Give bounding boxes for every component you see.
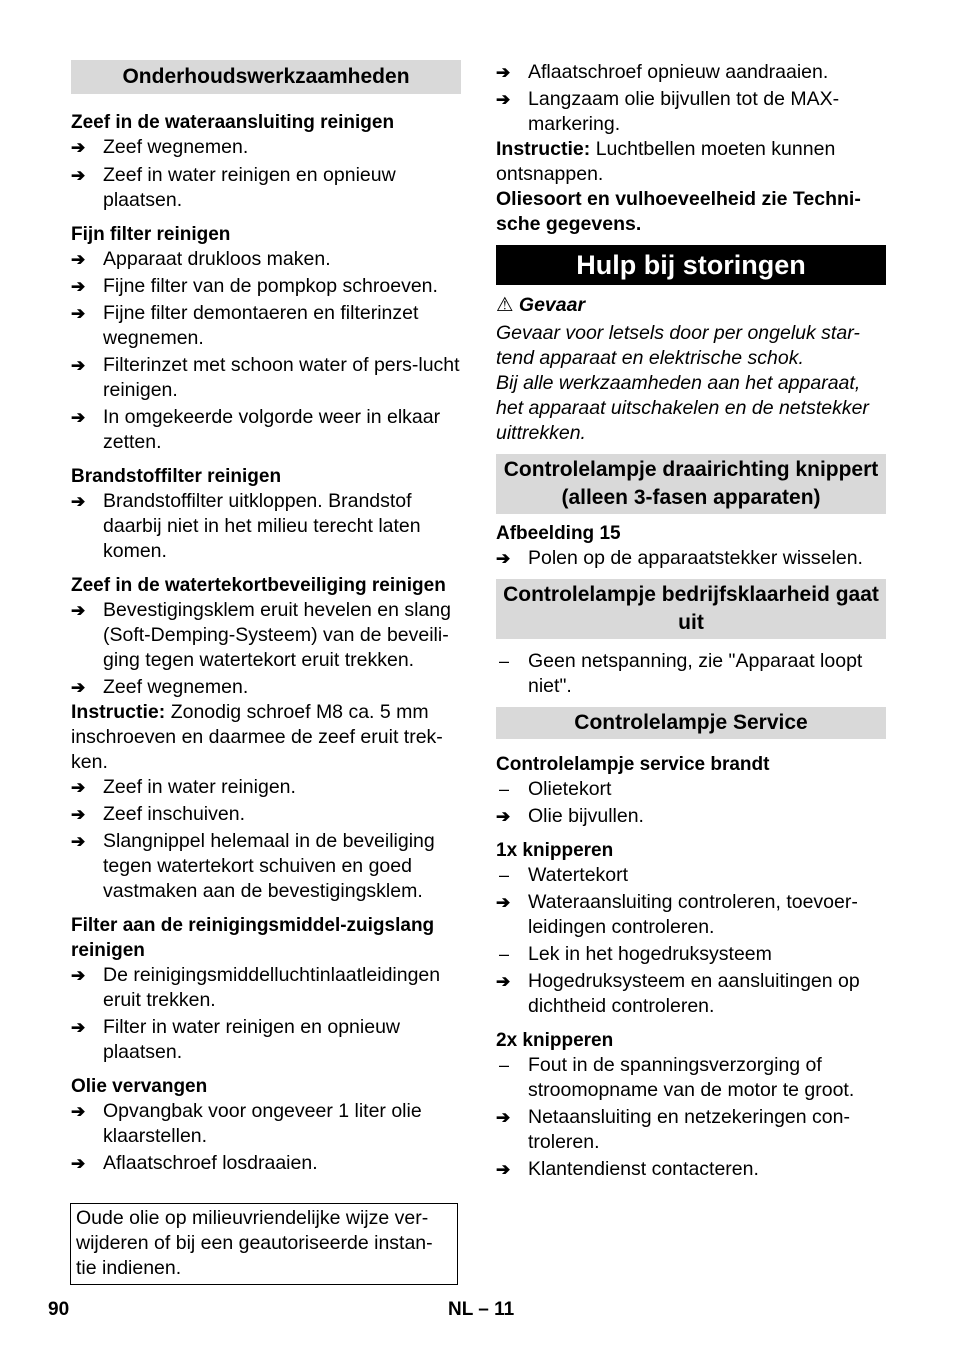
list-item: – Watertekort bbox=[499, 864, 629, 886]
subtitle-filter-zuigslang: Filter aan de reinigingsmiddel-zuigslang reinigen bbox=[71, 915, 435, 961]
list-item: ➔ Brandstoffilter uitkloppen. Brandstof daarbij niet in het milieu terecht laten komen. bbox=[71, 490, 421, 562]
arrow-icon: ➔ bbox=[71, 356, 86, 375]
list-item: ➔ Apparaat drukloos maken. bbox=[71, 248, 331, 270]
dash-icon: – bbox=[499, 1055, 510, 1075]
dash-icon: – bbox=[499, 865, 510, 885]
chapter-title: Hulp bij storingen bbox=[496, 245, 886, 285]
left-column bbox=[71, 60, 461, 1176]
arrow-icon: ➔ bbox=[71, 250, 86, 269]
list-item: ➔ Klantendienst contacteren. bbox=[496, 1158, 759, 1180]
list-item: ➔ Wateraansluiting controleren, toevoer-leidingen controleren. bbox=[496, 891, 858, 938]
section-title-draairichting: Controlelampje draairichting knippert (alleen 3-fasen apparaten) bbox=[496, 454, 886, 514]
list-item: ➔ Olie bijvullen. bbox=[496, 805, 644, 827]
arrow-icon: ➔ bbox=[71, 966, 86, 985]
list-item: ➔ Zeef inschuiven. bbox=[71, 803, 245, 825]
arrow-icon: ➔ bbox=[496, 90, 511, 109]
list-item: – Lek in het hogedruksysteem bbox=[499, 943, 772, 965]
arrow-icon: ➔ bbox=[71, 805, 86, 824]
arrow-icon: ➔ bbox=[71, 277, 86, 296]
instruction: Instructie: Zonodig schroef M8 ca. 5 mm inschroeven en daarmee de zeef eruit trek-ken. bbox=[71, 701, 443, 773]
list-item: ➔ Polen op de apparaatstekker wisselen. bbox=[496, 547, 863, 569]
arrow-icon: ➔ bbox=[71, 678, 86, 697]
page-number: 90 bbox=[48, 1299, 70, 1320]
subtitle-brandstoffilter: Brandstoffilter reinigen bbox=[71, 466, 282, 487]
list-item: ➔ Slangnippel helemaal in de beveiliging tegen watertekort schuiven en goed vastmaken aan de bevestigingsklem. bbox=[71, 830, 435, 902]
arrow-icon: ➔ bbox=[71, 138, 86, 157]
subtitle-zeef-wateraansluiting: Zeef in de wateraansluiting reinigen bbox=[71, 112, 395, 133]
instruction: Instructie: Luchtbellen moeten kunnen ontsnappen. bbox=[496, 138, 836, 185]
section-title-maintenance: Onderhoudswerkzaamheden bbox=[71, 60, 461, 94]
list-item: ➔ Opvangbak voor ongeveer 1 liter olie klaarstellen. bbox=[71, 1100, 422, 1147]
arrow-icon: ➔ bbox=[71, 778, 86, 797]
list-item: ➔ Zeef wegnemen. bbox=[71, 136, 249, 158]
subtitle-1x-knipperen: 1x knipperen bbox=[496, 840, 614, 861]
arrow-icon: ➔ bbox=[71, 304, 86, 323]
arrow-icon: ➔ bbox=[71, 601, 86, 620]
arrow-icon: ➔ bbox=[71, 492, 86, 511]
list-item: ➔ Netaansluiting en netzekeringen con-troleren. bbox=[496, 1106, 850, 1153]
subtitle-2x-knipperen: 2x knipperen bbox=[496, 1030, 614, 1051]
list-item: ➔ Filterinzet met schoon water of pers-lucht reinigen. bbox=[71, 354, 460, 401]
dash-icon: – bbox=[499, 944, 510, 964]
list-item: ➔ Filter in water reinigen en opnieuw plaatsen. bbox=[71, 1016, 400, 1063]
arrow-icon: ➔ bbox=[496, 893, 511, 912]
section-title-bedrijfsklaarheid: Controlelampje bedrijfsklaarheid gaat uit bbox=[496, 579, 886, 639]
list-item: ➔ Hogedruksysteem en aansluitingen op dichtheid controleren. bbox=[496, 970, 860, 1017]
arrow-icon: ➔ bbox=[71, 408, 86, 427]
subtitle-service-brandt: Controlelampje service brandt bbox=[496, 754, 770, 775]
arrow-icon: ➔ bbox=[71, 166, 86, 185]
subtitle-fijn-filter: Fijn filter reinigen bbox=[71, 224, 231, 245]
note-box: Oude olie op milieuvriendelijke wijze ver-wijderen of bij een geautoriseerde instan-tie indienen. bbox=[70, 1203, 458, 1285]
list-item: ➔ Bevestigingsklem eruit hevelen en slang (Soft-Demping-Systeem) van de beveili-ging tegen watertekort eruit trekken. bbox=[71, 599, 451, 671]
oil-note: Oliesoort en vulhoeveelheid zie Techni-sche gegevens. bbox=[496, 188, 861, 235]
list-item: ➔ De reinigingsmiddelluchtinlaatleidingen eruit trekken. bbox=[71, 964, 441, 1011]
arrow-icon: ➔ bbox=[71, 1102, 86, 1121]
list-item: – Geen netspanning, zie "Apparaat loopt niet". bbox=[499, 650, 863, 697]
arrow-icon: ➔ bbox=[496, 549, 511, 568]
warning-heading: ⚠ Gevaar bbox=[496, 294, 586, 316]
warning-icon: ⚠ bbox=[496, 294, 514, 316]
list-item: ➔ Zeef in water reinigen. bbox=[71, 776, 296, 798]
list-item: ➔ In omgekeerde volgorde weer in elkaar zetten. bbox=[71, 406, 441, 453]
warning-text: Gevaar voor letsels door per ongeluk star-tend apparaat en elektrische schok. bbox=[496, 322, 860, 369]
arrow-icon: ➔ bbox=[496, 1160, 511, 1179]
arrow-icon: ➔ bbox=[71, 1018, 86, 1037]
list-item: – Olietekort bbox=[499, 778, 612, 800]
warning-text: Bij alle werkzaamheden aan het apparaat, het apparaat uitschakelen en de netstekker uittrekken. bbox=[496, 372, 869, 444]
list-item: ➔ Zeef in water reinigen en opnieuw plaatsen. bbox=[71, 164, 396, 211]
dash-icon: – bbox=[499, 651, 510, 671]
right-column bbox=[496, 60, 886, 1182]
list-item: ➔ Fijne filter demontaeren en filterinzet wegnemen. bbox=[71, 302, 419, 349]
list-item: ➔ Aflaatschroef losdraaien. bbox=[71, 1152, 318, 1174]
arrow-icon: ➔ bbox=[71, 832, 86, 851]
list-item: ➔ Zeef wegnemen. bbox=[71, 676, 249, 698]
section-title-service: Controlelampje Service bbox=[496, 707, 886, 739]
subtitle-watertekortbeveiliging: Zeef in de watertekortbeveiliging reinigen bbox=[71, 575, 446, 596]
arrow-icon: ➔ bbox=[496, 1108, 511, 1127]
arrow-icon: ➔ bbox=[496, 972, 511, 991]
arrow-icon: ➔ bbox=[496, 807, 511, 826]
dash-icon: – bbox=[499, 779, 510, 799]
list-item: – Fout in de spanningsverzorging of stroomopname van de motor te groot. bbox=[499, 1054, 855, 1101]
subtitle-afbeelding: Afbeelding 15 bbox=[496, 523, 621, 544]
arrow-icon: ➔ bbox=[496, 63, 511, 82]
list-item: ➔ Aflaatschroef opnieuw aandraaien. bbox=[496, 61, 829, 83]
arrow-icon: ➔ bbox=[71, 1154, 86, 1173]
list-item: ➔ Fijne filter van de pompkop schroeven. bbox=[71, 275, 438, 297]
page-label: NL – 11 bbox=[448, 1299, 515, 1320]
subtitle-olie-vervangen: Olie vervangen bbox=[71, 1076, 208, 1097]
list-item: ➔ Langzaam olie bijvullen tot de MAX-markering. bbox=[496, 88, 840, 135]
